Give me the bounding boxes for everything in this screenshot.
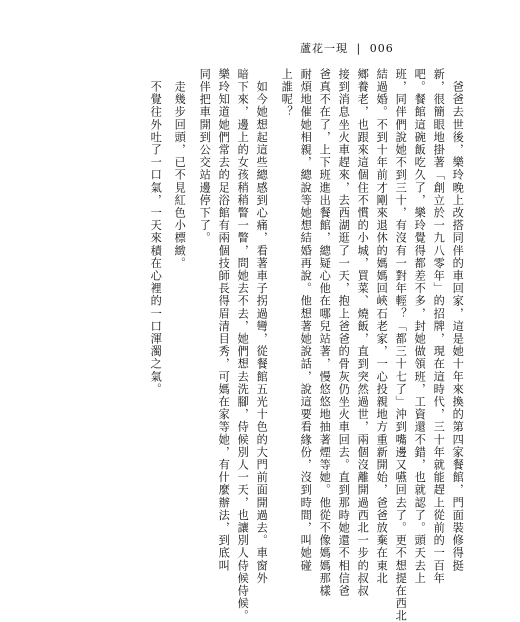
text-column: 樂玲知道她們常去的足浴館有兩個技師長得眉清目秀，可媽在家等她，有什麼辦法，到底叫 bbox=[217, 68, 231, 572]
header-separator: | bbox=[356, 42, 362, 55]
text-column: 爸真不在了，上下班進出餐館，總疑心他在哪兒站著，慢悠悠地抽著煙等她。他從不像媽媽那樣 bbox=[318, 68, 332, 598]
running-header bbox=[300, 40, 394, 56]
text-column: 爸爸去世後，樂玲晚上改搭同伴的車回家，這是她十年來換的第四家餐館，門面裝修得挺 bbox=[451, 68, 465, 572]
text-column: 鄉養老，也跟來這個住不慣的小城，買菜、燒飯，直到突然過世，兩個沒離開過西北一步的叔叔 bbox=[356, 68, 370, 598]
text-column: 新，很簡眼地掛著「創立於一九八零年」的招牌，現在這時代，三十年就能趕上從前的一百年 bbox=[432, 68, 446, 585]
text-column: 班，同伴們說她不到三十，有沒有一對年輕？「都三十七了」沖到嘴邊又嚥回去了。更不想提在西北 bbox=[394, 68, 408, 622]
text-column: 上誰呢？ bbox=[280, 68, 294, 119]
text-column: 結過婚。不到十年前才剛來退休的媽媽回峽石老家，一心投親地方重新開始，爸爸放棄在東北 bbox=[375, 68, 389, 585]
text-column: 如今她想起這些總感到心痛，看著車子拐過彎，從餐館五光十色的大門前面開過去。車窗外 bbox=[255, 68, 269, 585]
page-number: 006 bbox=[369, 42, 394, 55]
text-column: 不覺往外吐了一口氣，一天來積在心裡的一口渾濁之氣。 bbox=[149, 68, 163, 396]
book-title: 蘆花一現 bbox=[300, 42, 348, 55]
text-column: 接到消息坐火車趕來，去西湖逛了一天，抱上爸爸的骨灰仍坐火車回去。直到那時她還不相信爸 bbox=[337, 68, 351, 598]
text-column: 吧。餐館這碗飯吃久了，樂玲覺得都差不多，封她做領班，工資還不錯，也就認了。頭天去上 bbox=[413, 68, 427, 585]
text-column: 同伴把車開到公交站邊停下了。 bbox=[198, 68, 212, 245]
text-column: 耐煩地催她相親，總說等她想結婚再說。他想著她說話，說這要看緣份，沒到時間，叫她碰 bbox=[299, 68, 313, 572]
text-column: 暗下來，邊上的女孩稍稍瞥一瞥，問她去不去，她們想去洗腳，侍候別人一天，也讓別人侍候侍候。 bbox=[236, 68, 250, 622]
text-column: 走幾步回頭，已不見紅色小標緻。 bbox=[173, 68, 187, 270]
